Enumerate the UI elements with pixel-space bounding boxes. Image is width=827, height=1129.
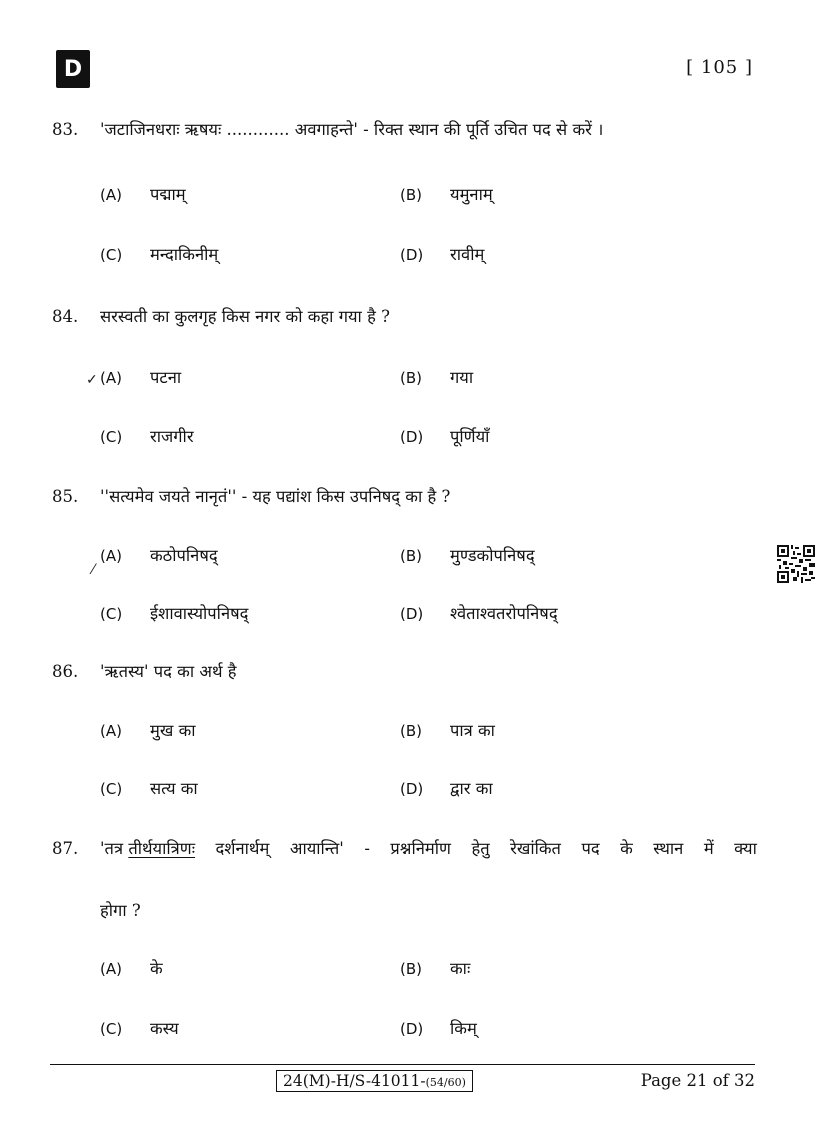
question-word: आयान्ति' <box>289 839 344 858</box>
option-87-a[interactable] <box>100 958 163 980</box>
option-84-d[interactable] <box>400 426 489 448</box>
question-text: 'ऋतस्य' पद का अर्थ है <box>100 662 237 681</box>
option-text: रावीम् <box>450 245 485 264</box>
question-text-pre: 'तत्र <box>100 839 124 858</box>
option-84-b[interactable] <box>400 367 473 389</box>
option-text: किम् <box>450 1019 477 1038</box>
option-text: पद्माम् <box>150 185 186 204</box>
qr-code-icon <box>777 545 815 583</box>
question-text: ''सत्यमेव जयते नानृतं'' - यह पद्यांश किस उपनिषद् का है ? <box>100 487 451 506</box>
option-83-b[interactable] <box>400 184 493 206</box>
option-text: मुण्डकोपनिषद् <box>450 546 535 565</box>
option-85-d[interactable] <box>400 603 558 625</box>
option-label: (B) <box>400 547 422 565</box>
option-label: (D) <box>400 605 424 623</box>
option-text: पात्र का <box>450 721 495 740</box>
option-87-d[interactable] <box>400 1018 477 1040</box>
question-word: रेखांकित <box>510 839 561 858</box>
option-text: श्वेताश्वतरोपनिषद् <box>450 604 558 623</box>
option-label: (C) <box>100 1020 123 1038</box>
option-label: (C) <box>100 246 123 264</box>
option-84-a[interactable] <box>100 367 181 389</box>
option-label: (C) <box>100 605 123 623</box>
question-87 <box>52 838 757 860</box>
option-label: (D) <box>400 1020 424 1038</box>
option-86-a[interactable] <box>100 720 196 742</box>
option-label: (A) <box>100 186 122 204</box>
option-text: कस्य <box>150 1019 179 1038</box>
set-badge: D <box>56 50 90 88</box>
question-83 <box>52 119 603 141</box>
option-label: (A) <box>100 369 122 387</box>
question-number: 87. <box>52 839 79 858</box>
option-83-a[interactable] <box>100 184 186 206</box>
option-text: यमुनाम् <box>450 185 493 204</box>
question-85 <box>52 486 450 508</box>
option-84-c[interactable] <box>100 426 194 448</box>
option-text: राजगीर <box>150 427 194 446</box>
option-label: (B) <box>400 960 422 978</box>
page-code: [ 105 ] <box>686 57 753 78</box>
option-label: (B) <box>400 369 422 387</box>
option-label: (B) <box>400 722 422 740</box>
question-word: हेतु <box>471 839 490 858</box>
question-word: दर्शनार्थम् <box>215 839 270 858</box>
question-text: सरस्वती का कुलगृह किस नगर को कहा गया है ? <box>100 307 390 326</box>
question-86 <box>52 661 237 683</box>
paper-code-main: 24(M)-H/S-41011- <box>283 1072 426 1090</box>
question-number: 84. <box>52 307 79 326</box>
option-85-b[interactable] <box>400 545 535 567</box>
page-indicator: Page 21 of 32 <box>640 1071 755 1090</box>
question-word: में <box>703 839 714 858</box>
option-text: द्वार का <box>450 779 493 798</box>
option-label: (C) <box>100 428 123 446</box>
option-text: के <box>150 959 163 978</box>
option-87-c[interactable] <box>100 1018 179 1040</box>
option-86-c[interactable] <box>100 778 198 800</box>
option-83-d[interactable] <box>400 244 484 266</box>
option-label: (A) <box>100 960 122 978</box>
question-number: 83. <box>52 120 79 139</box>
question-word: - <box>364 839 370 858</box>
option-label: (D) <box>400 780 424 798</box>
question-word: पद <box>581 839 600 858</box>
option-86-d[interactable] <box>400 778 493 800</box>
paper-code <box>276 1070 473 1092</box>
underlined-word: तीर्थयात्रिणः <box>128 839 196 858</box>
option-text: काः <box>450 959 471 978</box>
question-word: क्या <box>734 839 757 858</box>
option-text: मुख का <box>150 721 196 740</box>
option-label: (C) <box>100 780 123 798</box>
footer-divider <box>50 1064 755 1065</box>
option-text: पूर्णियाँ <box>450 427 490 446</box>
question-number: 85. <box>52 487 79 506</box>
option-text: कठोपनिषद् <box>150 546 218 565</box>
option-86-b[interactable] <box>400 720 495 742</box>
pen-tick-mark: ✓ <box>86 372 98 388</box>
option-label: (A) <box>100 722 122 740</box>
option-text: गया <box>450 368 474 387</box>
question-word: के <box>620 839 633 858</box>
option-label: (B) <box>400 186 422 204</box>
option-text: ईशावास्योपनिषद् <box>150 604 249 623</box>
option-text: मन्दाकिनीम् <box>150 245 219 264</box>
option-text: पटना <box>150 368 182 387</box>
option-label: (D) <box>400 428 424 446</box>
option-label: (A) <box>100 547 122 565</box>
question-number: 86. <box>52 662 79 681</box>
option-label: (D) <box>400 246 424 264</box>
pen-tick-mark: ⁄ <box>92 562 95 578</box>
option-text: सत्य का <box>150 779 198 798</box>
question-word: स्थान <box>653 839 684 858</box>
question-word: प्रश्ननिर्माण <box>390 839 451 858</box>
option-85-c[interactable] <box>100 603 248 625</box>
option-85-a[interactable] <box>100 545 218 567</box>
question-84 <box>52 306 390 328</box>
option-87-b[interactable] <box>400 958 470 980</box>
question-text: 'जटाजिनधराः ऋषयः ............ अवगाहन्ते' - रिक्त स्थान की पूर्ति उचित पद से करें । <box>100 120 604 139</box>
option-83-c[interactable] <box>100 244 218 266</box>
paper-code-small: (54/60) <box>425 1076 466 1089</box>
question-87-line2: होगा ? <box>100 901 141 920</box>
